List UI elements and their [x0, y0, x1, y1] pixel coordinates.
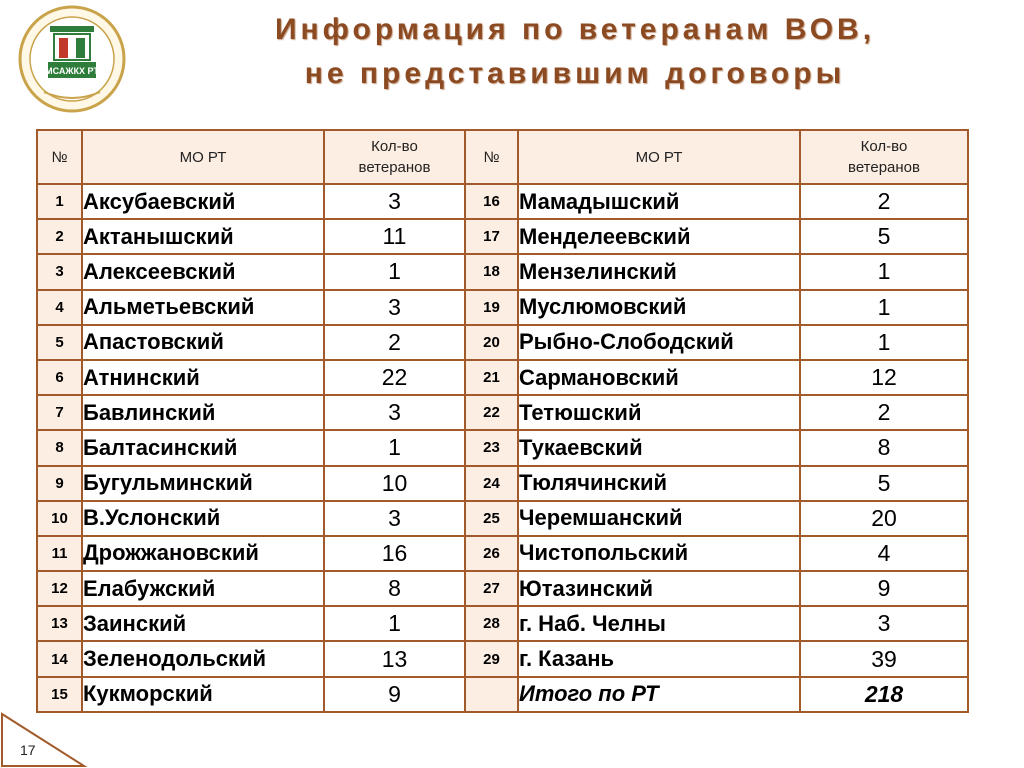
- row-number: 28: [465, 606, 518, 641]
- row-number: 21: [465, 360, 518, 395]
- row-number: 14: [37, 641, 82, 676]
- row-count: 4: [800, 536, 968, 571]
- page-number: 17: [20, 742, 36, 758]
- row-number: 2: [37, 219, 82, 254]
- row-municipality: Мензелинский: [518, 254, 800, 289]
- row-number: 11: [37, 536, 82, 571]
- row-municipality: Балтасинский: [82, 430, 324, 465]
- row-number: 9: [37, 466, 82, 501]
- page-title: [140, 8, 1010, 96]
- row-municipality: Бугульминский: [82, 466, 324, 501]
- row-number: 10: [37, 501, 82, 536]
- row-count: 10: [324, 466, 465, 501]
- table-row: [37, 641, 465, 676]
- table-row: [37, 184, 465, 219]
- table-row: [465, 641, 968, 676]
- row-number: 20: [465, 325, 518, 360]
- row-count: 8: [324, 571, 465, 606]
- row-count: 2: [800, 184, 968, 219]
- row-count: 5: [800, 219, 968, 254]
- row-number: 22: [465, 395, 518, 430]
- row-municipality: Бавлинский: [82, 395, 324, 430]
- row-count: 5: [800, 466, 968, 501]
- row-number: 3: [37, 254, 82, 289]
- title-line-2: не представившим договоры: [304, 57, 846, 90]
- header-count-line1: Кол-во: [860, 138, 908, 155]
- row-number: 6: [37, 360, 82, 395]
- row-municipality: Дрожжановский: [82, 536, 324, 571]
- row-count: 22: [324, 360, 465, 395]
- row-number: 7: [37, 395, 82, 430]
- row-municipality: Заинский: [82, 606, 324, 641]
- row-number: 13: [37, 606, 82, 641]
- table-row: [37, 360, 465, 395]
- row-number: 15: [37, 677, 82, 712]
- row-number: 24: [465, 466, 518, 501]
- row-count: 39: [800, 641, 968, 676]
- table-row: [37, 290, 465, 325]
- row-count: 3: [800, 606, 968, 641]
- row-municipality: Рыбно-Слободский: [518, 325, 800, 360]
- row-number: 12: [37, 571, 82, 606]
- row-number: 4: [37, 290, 82, 325]
- table-row: [37, 677, 465, 712]
- row-municipality: г. Наб. Челны: [518, 606, 800, 641]
- table-row: [465, 184, 968, 219]
- table-row: [465, 571, 968, 606]
- title-line-1: Информация по ветеранам ВОВ,: [274, 13, 876, 46]
- row-municipality: Атнинский: [82, 360, 324, 395]
- row-number: 27: [465, 571, 518, 606]
- logo-emblem: [14, 4, 130, 114]
- row-municipality: Менделеевский: [518, 219, 800, 254]
- table-row: [465, 606, 968, 641]
- logo-text: МСАЖКХ РТ: [45, 66, 99, 76]
- table-row: [37, 536, 465, 571]
- row-count: 8: [800, 430, 968, 465]
- table-row: [465, 360, 968, 395]
- total-label: Итого по РТ: [518, 677, 800, 712]
- table-row: [37, 501, 465, 536]
- table-row: [37, 254, 465, 289]
- veterans-table-left: [36, 129, 466, 713]
- row-municipality: Тюлячинский: [518, 466, 800, 501]
- row-count: 9: [324, 677, 465, 712]
- row-count: 20: [800, 501, 968, 536]
- row-municipality: Тетюшский: [518, 395, 800, 430]
- row-number: 26: [465, 536, 518, 571]
- row-number: 16: [465, 184, 518, 219]
- table-row: [465, 325, 968, 360]
- row-municipality: Апастовский: [82, 325, 324, 360]
- row-count: 1: [324, 430, 465, 465]
- page-corner-triangle: [0, 712, 90, 768]
- row-municipality: Альметьевский: [82, 290, 324, 325]
- row-number: 19: [465, 290, 518, 325]
- row-count: 1: [800, 325, 968, 360]
- header-count-line2: ветеранов: [848, 159, 920, 176]
- row-municipality: В.Услонский: [82, 501, 324, 536]
- row-count: 3: [324, 501, 465, 536]
- table-header-row: [37, 130, 465, 184]
- row-number: 29: [465, 641, 518, 676]
- total-row: [465, 677, 968, 712]
- row-number: 17: [465, 219, 518, 254]
- row-municipality: Елабужский: [82, 571, 324, 606]
- row-count: 11: [324, 219, 465, 254]
- table-row: [465, 430, 968, 465]
- row-count: 1: [800, 254, 968, 289]
- row-count: 3: [324, 184, 465, 219]
- row-municipality: Кукморский: [82, 677, 324, 712]
- header-municipality: МО РТ: [82, 130, 324, 184]
- row-municipality: Мамадышский: [518, 184, 800, 219]
- table-row: [37, 219, 465, 254]
- row-count: 13: [324, 641, 465, 676]
- table-header-row: [465, 130, 968, 184]
- table-row: [37, 395, 465, 430]
- row-number: 5: [37, 325, 82, 360]
- row-municipality: г. Казань: [518, 641, 800, 676]
- row-municipality: Аксубаевский: [82, 184, 324, 219]
- veterans-table-right: [464, 129, 969, 713]
- row-count: 2: [324, 325, 465, 360]
- row-municipality: Тукаевский: [518, 430, 800, 465]
- header-count: [324, 130, 465, 184]
- row-number: 25: [465, 501, 518, 536]
- row-count: 2: [800, 395, 968, 430]
- header-number: №: [465, 130, 518, 184]
- row-number: 8: [37, 430, 82, 465]
- table-row: [465, 219, 968, 254]
- table-row: [37, 606, 465, 641]
- header-count-line2: ветеранов: [358, 159, 431, 176]
- row-municipality: Ютазинский: [518, 571, 800, 606]
- table-row: [465, 290, 968, 325]
- row-count: 3: [324, 290, 465, 325]
- row-number: 23: [465, 430, 518, 465]
- table-row: [37, 571, 465, 606]
- row-count: 3: [324, 395, 465, 430]
- row-count: 16: [324, 536, 465, 571]
- table-row: [37, 466, 465, 501]
- row-municipality: Чистопольский: [518, 536, 800, 571]
- row-count: 9: [800, 571, 968, 606]
- row-municipality: Черемшанский: [518, 501, 800, 536]
- table-row: [465, 536, 968, 571]
- row-number: 1: [37, 184, 82, 219]
- row-count: 1: [324, 606, 465, 641]
- row-municipality: Сармановский: [518, 360, 800, 395]
- total-number-empty: [465, 677, 518, 712]
- row-number: 18: [465, 254, 518, 289]
- row-count: 1: [800, 290, 968, 325]
- table-row: [465, 254, 968, 289]
- row-count: 12: [800, 360, 968, 395]
- total-value: 218: [800, 677, 968, 712]
- header-number: №: [37, 130, 82, 184]
- row-municipality: Муслюмовский: [518, 290, 800, 325]
- row-municipality: Актанышский: [82, 219, 324, 254]
- table-row: [37, 325, 465, 360]
- row-count: 1: [324, 254, 465, 289]
- header-count-line1: Кол-во: [371, 138, 418, 155]
- table-row: [37, 430, 465, 465]
- table-row: [465, 501, 968, 536]
- header-count: [800, 130, 968, 184]
- table-row: [465, 395, 968, 430]
- table-row: [465, 466, 968, 501]
- header-municipality: МО РТ: [518, 130, 800, 184]
- row-municipality: Зеленодольский: [82, 641, 324, 676]
- row-municipality: Алексеевский: [82, 254, 324, 289]
